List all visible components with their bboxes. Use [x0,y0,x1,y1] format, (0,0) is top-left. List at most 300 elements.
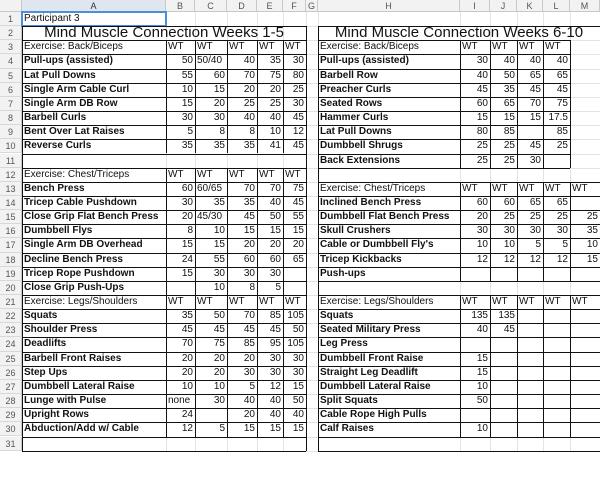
weight-value[interactable]: 70 [181,338,193,350]
row-header[interactable]: 2 [0,26,22,40]
weight-value[interactable]: 15 [292,225,304,237]
weight-value[interactable]: 45 [243,324,255,336]
column-header-h[interactable]: H [318,0,460,12]
row-header[interactable]: 7 [0,97,22,111]
section-header[interactable]: Exercise: Back/Biceps [24,41,123,53]
exercise-name[interactable]: Push-ups [320,267,366,279]
weight-value[interactable]: 35 [181,310,193,322]
row-header[interactable]: 12 [0,168,22,182]
wt-label[interactable]: WT [168,296,184,307]
weight-value[interactable]: 15 [243,225,255,237]
weight-value[interactable]: 30 [213,267,225,279]
weight-value[interactable]: 60 [476,196,488,208]
weight-value[interactable]: 45 [292,140,304,152]
weight-value[interactable]: 45 [529,83,541,95]
weight-value[interactable]: 25 [269,97,281,109]
weight-value[interactable]: 10 [181,83,193,95]
exercise-name[interactable]: Back Extensions [320,154,401,166]
weight-value[interactable]: 45 [503,324,515,336]
exercise-name[interactable]: Single Arm DB Overhead [24,239,143,251]
section-header[interactable]: Exercise: Back/Biceps [320,41,419,53]
weight-value[interactable]: 12 [292,126,304,138]
row-header[interactable]: 29 [0,408,22,422]
exercise-name[interactable]: Tricep Kickbacks [320,253,402,265]
weight-value[interactable]: 55 [213,253,225,265]
weight-value[interactable]: 15 [476,112,488,124]
weight-value[interactable]: 135 [471,310,488,322]
row-header[interactable]: 23 [0,323,22,337]
wt-label[interactable]: WT [285,41,301,53]
weight-value[interactable]: 15 [476,352,488,364]
weight-value[interactable]: 35 [181,140,193,152]
weight-value[interactable] [283,267,306,281]
exercise-name[interactable]: Lat Pull Downs [24,69,96,81]
weight-value[interactable]: 50 [269,211,281,223]
exercise-name[interactable]: Dumbbell Flys [24,225,93,237]
weight-value[interactable]: 60 [503,196,515,208]
wt-label[interactable]: WT [229,296,245,307]
weight-value[interactable]: 20 [213,366,225,378]
weight-value[interactable]: 50 [292,324,304,336]
weight-value[interactable]: 41 [269,140,281,152]
weight-value[interactable]: 60 [181,182,193,194]
weight-value[interactable]: 25 [503,140,515,152]
exercise-name[interactable]: Squats [320,310,354,322]
wt-label[interactable]: WT [572,296,588,307]
exercise-name[interactable]: Inclined Bench Press [320,196,422,208]
weight-value[interactable]: 30 [476,225,488,237]
row-header[interactable]: 3 [0,40,22,54]
weight-value[interactable]: 30 [556,225,568,237]
weight-value[interactable]: 20 [181,352,193,364]
wt-label[interactable]: WT [545,296,561,307]
row-header[interactable]: 19 [0,267,22,281]
weight-value[interactable]: 25 [292,83,304,95]
weight-value[interactable]: 25 [556,211,568,223]
weight-value[interactable]: 65 [529,69,541,81]
weight-value[interactable]: 50 [181,55,193,67]
column-header-b[interactable]: B [166,0,195,12]
wt-label[interactable]: WT [168,168,184,180]
weight-value[interactable]: 5 [187,126,193,138]
weight-value[interactable]: 10 [476,380,488,392]
weight-value[interactable]: 60 [476,97,488,109]
exercise-name[interactable]: Preacher Curls [320,83,392,95]
exercise-name[interactable]: Pull-ups (assisted) [24,55,113,67]
weight-value[interactable]: 60/65 [197,182,223,194]
row-header[interactable]: 27 [0,380,22,394]
weight-value[interactable]: 17.5 [548,112,568,124]
row-header[interactable]: 5 [0,69,22,83]
weight-value[interactable]: 45 [476,83,488,95]
column-header-i[interactable]: I [460,0,490,12]
weight-value[interactable]: 105 [287,338,304,350]
weight-value[interactable]: 45 [213,324,225,336]
weight-value[interactable]: 20 [213,97,225,109]
exercise-name[interactable]: Close Grip Push-Ups [24,281,125,293]
weight-value[interactable]: 45 [529,140,541,152]
weight-value[interactable]: 5 [249,380,255,392]
weight-value[interactable]: 40 [243,55,255,67]
weight-value[interactable]: 25 [529,211,541,223]
weight-value[interactable]: 30 [181,112,193,124]
left-block-title[interactable]: Mind Muscle Connection Weeks 1-5 [44,24,284,42]
weight-value[interactable]: 50 [292,395,304,407]
exercise-name[interactable]: Cable or Dumbbell Fly's [320,239,434,251]
weight-value[interactable]: 45 [269,324,281,336]
weight-value[interactable]: 20 [243,409,255,421]
exercise-name[interactable]: Calf Raises [320,423,374,435]
row-header[interactable]: 18 [0,253,22,267]
weight-value[interactable]: 40 [503,55,515,67]
exercise-name[interactable]: Tricep Rope Pushdown [24,267,135,279]
wt-label[interactable]: WT [197,296,213,307]
exercise-name[interactable]: Pull-ups (assisted) [320,55,409,67]
weight-value[interactable]: 75 [213,338,225,350]
weight-value[interactable]: 10 [503,239,515,251]
weight-value[interactable]: 20 [181,211,193,223]
wt-label[interactable]: WT [229,41,245,53]
row-header[interactable]: 9 [0,125,22,139]
exercise-name[interactable]: Dumbbell Lateral Raise [320,380,431,392]
exercise-name[interactable]: Barbell Row [320,69,378,81]
weight-value[interactable]: 5 [562,239,568,251]
weight-value[interactable]: 35 [213,196,225,208]
weight-value[interactable] [283,281,306,295]
row-header[interactable]: 11 [0,154,22,168]
weight-value[interactable]: 5 [275,281,281,293]
weight-value[interactable]: 40 [269,196,281,208]
weight-value[interactable]: 35 [269,55,281,67]
wt-label[interactable]: WT [492,41,508,53]
weight-value[interactable]: 45 [292,196,304,208]
weight-value[interactable]: 30 [243,267,255,279]
exercise-name[interactable]: Dumbbell Flat Bench Press [320,211,450,223]
weight-value[interactable]: 5 [535,239,541,251]
weight-value[interactable] [166,281,195,295]
weight-value[interactable]: 25 [476,140,488,152]
weight-value[interactable]: 20 [243,239,255,251]
weight-value[interactable]: 65 [529,196,541,208]
wt-label[interactable]: WT [168,41,184,53]
weight-value[interactable]: 30 [503,225,515,237]
exercise-name[interactable]: Shoulder Press [24,324,98,336]
section-header[interactable]: Exercise: Chest/Triceps [24,168,130,180]
weight-value[interactable]: 80 [292,69,304,81]
exercise-name[interactable]: Bench Press [24,182,85,194]
weight-value[interactable]: 30 [213,395,225,407]
weight-value[interactable]: 20 [243,352,255,364]
weight-value[interactable]: 15 [269,423,281,435]
weight-value[interactable]: 40 [243,112,255,124]
weight-value[interactable]: 40 [292,409,304,421]
weight-value[interactable]: 25 [503,154,515,166]
weight-value[interactable]: 30 [292,366,304,378]
exercise-name[interactable]: Barbell Front Raises [24,352,122,364]
row-header[interactable]: 16 [0,224,22,238]
weight-value[interactable]: 15 [292,423,304,435]
row-header[interactable]: 25 [0,352,22,366]
weight-value[interactable]: 8 [219,126,225,138]
weight-value[interactable]: 30 [213,112,225,124]
weight-value[interactable]: 35 [243,196,255,208]
weight-value[interactable]: 20 [243,83,255,95]
weight-value[interactable]: 10 [213,281,225,293]
weight-value[interactable]: 25 [586,211,598,223]
wt-label[interactable]: WT [259,168,275,180]
column-header-e[interactable]: E [257,0,283,12]
column-header-f[interactable]: F [283,0,306,12]
weight-value[interactable]: 15 [213,83,225,95]
weight-value[interactable]: 8 [187,225,193,237]
weight-value[interactable]: 35 [586,225,598,237]
exercise-name[interactable]: Hammer Curls [320,112,389,124]
weight-value[interactable]: 12 [556,253,568,265]
exercise-name[interactable]: Lunge with Pulse [24,395,107,407]
exercise-name[interactable]: Decline Bench Press [24,253,123,265]
weight-value[interactable]: 5 [219,423,225,435]
column-header-c[interactable]: C [195,0,227,12]
weight-value[interactable]: 95 [269,338,281,350]
weight-value[interactable]: 85 [503,126,515,138]
weight-value[interactable]: 30 [292,55,304,67]
row-header[interactable]: 26 [0,366,22,380]
weight-value[interactable]: 45/30 [197,211,223,223]
weight-value[interactable]: 40 [243,395,255,407]
weight-value[interactable]: 35 [503,83,515,95]
weight-value[interactable]: 15 [476,366,488,378]
weight-value[interactable]: 30 [529,225,541,237]
weight-value[interactable]: 15 [181,267,193,279]
wt-label[interactable]: WT [519,296,535,307]
wt-label[interactable]: WT [285,296,301,307]
exercise-name[interactable]: Close Grip Flat Bench Press [24,211,159,223]
exercise-name[interactable]: Seated Military Press [320,324,421,336]
weight-value[interactable]: 20 [181,366,193,378]
weight-value[interactable]: 60 [243,253,255,265]
row-header[interactable]: 14 [0,196,22,210]
exercise-name[interactable]: Straight Leg Deadlift [320,366,418,378]
weight-value[interactable]: 40 [529,55,541,67]
weight-value[interactable]: 135 [498,310,515,322]
wt-label[interactable]: WT [259,296,275,307]
exercise-name[interactable]: Single Arm Cable Curl [24,83,130,95]
exercise-name[interactable]: Cable Rope High Pulls [320,409,427,421]
weight-value[interactable]: 15 [529,112,541,124]
wt-label[interactable]: WT [572,182,588,194]
row-header[interactable]: 13 [0,182,22,196]
weight-value[interactable]: 70 [529,97,541,109]
exercise-name[interactable]: Lat Pull Downs [320,126,392,138]
weight-value[interactable]: 40 [269,395,281,407]
weight-value[interactable]: 70 [243,310,255,322]
wt-label[interactable]: WT [285,168,301,180]
weight-value[interactable]: 8 [249,281,255,293]
column-header-j[interactable]: J [490,0,517,12]
weight-value[interactable]: 40 [556,55,568,67]
weight-value[interactable]: 12 [181,423,193,435]
weight-value[interactable]: 65 [503,97,515,109]
row-header[interactable]: 28 [0,394,22,408]
weight-value[interactable]: 45 [292,112,304,124]
weight-value[interactable]: 70 [269,182,281,194]
column-header-a[interactable]: A [22,0,166,12]
weight-value[interactable]: 24 [181,253,193,265]
weight-value[interactable]: 105 [287,310,304,322]
weight-value[interactable]: 15 [181,97,193,109]
exercise-name[interactable]: Deadlifts [24,338,67,350]
row-header[interactable]: 17 [0,238,22,252]
weight-value[interactable]: 30 [269,267,281,279]
weight-value[interactable]: 15 [243,423,255,435]
wt-label[interactable]: WT [197,168,213,180]
weight-value[interactable]: 30 [269,366,281,378]
weight-value[interactable]: 85 [269,310,281,322]
exercise-name[interactable]: Dumbbell Front Raise [320,352,424,364]
weight-value[interactable]: 80 [476,126,488,138]
weight-value[interactable]: 15 [213,239,225,251]
select-all-corner[interactable] [0,0,22,12]
weight-value[interactable]: 20 [213,352,225,364]
row-header[interactable]: 10 [0,139,22,153]
row-header[interactable]: 31 [0,437,22,451]
row-header[interactable]: 15 [0,210,22,224]
wt-label[interactable]: WT [519,41,535,53]
wt-label[interactable]: WT [197,41,213,53]
weight-value[interactable]: 50/40 [197,55,223,67]
exercise-name[interactable]: Step Ups [24,366,68,378]
weight-value[interactable]: 50 [213,310,225,322]
weight-value[interactable]: 60 [269,253,281,265]
weight-value[interactable]: 15 [503,112,515,124]
weight-value[interactable]: 25 [556,140,568,152]
weight-value[interactable]: 12 [529,253,541,265]
weight-value[interactable]: 70 [243,69,255,81]
right-block-title[interactable]: Mind Muscle Connection Weeks 6-10 [334,24,584,42]
weight-value[interactable]: 60 [213,69,225,81]
exercise-name[interactable]: Abduction/Add w/ Cable [24,423,139,435]
weight-value[interactable]: 85 [556,126,568,138]
weight-value[interactable]: 30 [269,352,281,364]
section-header[interactable]: Exercise: Legs/Shoulders [24,296,138,307]
row-header[interactable]: 6 [0,83,22,97]
weight-value[interactable]: 10 [213,225,225,237]
weight-value[interactable]: 75 [556,97,568,109]
weight-value[interactable]: 10 [213,380,225,392]
weight-value[interactable]: 45 [243,211,255,223]
weight-value[interactable]: 10 [269,126,281,138]
row-header[interactable]: 21 [0,295,22,309]
weight-value[interactable]: 30 [476,55,488,67]
weight-value[interactable]: 55 [181,69,193,81]
exercise-name[interactable]: Single Arm DB Row [24,97,118,109]
weight-value[interactable]: 35 [243,140,255,152]
weight-value[interactable]: 15 [269,225,281,237]
weight-value[interactable]: 50 [503,69,515,81]
wt-label[interactable]: WT [462,296,478,307]
exercise-name[interactable]: Skull Crushers [320,225,391,237]
weight-value[interactable] [195,408,227,422]
weight-value[interactable]: 10 [476,423,488,435]
weight-value[interactable]: 85 [243,338,255,350]
weight-value[interactable]: 30 [529,154,541,166]
wt-label[interactable]: WT [492,296,508,307]
weight-value[interactable]: 50 [476,395,488,407]
wt-label[interactable]: WT [229,168,245,180]
exercise-name[interactable]: Upright Rows [24,409,89,421]
exercise-name[interactable]: Tricep Cable Pushdown [24,196,137,208]
weight-value[interactable]: none [168,395,191,407]
column-header-d[interactable]: D [227,0,257,12]
weight-value[interactable]: 10 [586,239,598,251]
wt-label[interactable]: WT [462,41,478,53]
weight-value[interactable]: 20 [269,239,281,251]
weight-value[interactable]: 8 [249,126,255,138]
weight-value[interactable]: 10 [476,239,488,251]
exercise-name[interactable]: Bent Over Lat Raises [24,126,125,138]
weight-value[interactable]: 15 [181,239,193,251]
weight-value[interactable]: 45 [181,324,193,336]
column-header-m[interactable]: M [570,0,600,12]
weight-value[interactable]: 55 [292,211,304,223]
column-header-l[interactable]: L [543,0,570,12]
row-header[interactable]: 30 [0,422,22,436]
column-header-k[interactable]: K [517,0,543,12]
weight-value[interactable]: 12 [503,253,515,265]
weight-value[interactable]: 35 [213,140,225,152]
exercise-name[interactable]: Reverse Curls [24,140,92,152]
weight-value[interactable]: 75 [292,182,304,194]
weight-value[interactable]: 30 [243,366,255,378]
weight-value[interactable]: 40 [269,112,281,124]
weight-value[interactable]: 65 [556,196,568,208]
exercise-name[interactable]: Dumbbell Lateral Raise [24,380,135,392]
participant-label[interactable]: Participant 3 [24,13,80,24]
exercise-name[interactable]: Squats [24,310,58,322]
row-header[interactable]: 1 [0,12,22,26]
exercise-name[interactable]: Barbell Curls [24,112,87,124]
weight-value[interactable]: 20 [269,83,281,95]
weight-value[interactable]: 10 [181,380,193,392]
exercise-name[interactable]: Seated Rows [320,97,383,109]
weight-value[interactable]: 20 [476,211,488,223]
weight-value[interactable]: 20 [292,239,304,251]
row-header[interactable]: 4 [0,54,22,68]
exercise-name[interactable]: Split Squats [320,395,378,407]
weight-value[interactable]: 75 [269,69,281,81]
weight-value[interactable]: 65 [556,69,568,81]
weight-value[interactable]: 25 [476,154,488,166]
weight-value[interactable]: 65 [292,253,304,265]
weight-value[interactable]: 70 [243,182,255,194]
weight-value[interactable]: 30 [292,97,304,109]
row-header[interactable]: 22 [0,309,22,323]
weight-value[interactable]: 24 [181,409,193,421]
weight-value[interactable]: 15 [292,380,304,392]
weight-value[interactable]: 15 [586,253,598,265]
weight-value[interactable]: 45 [556,83,568,95]
exercise-name[interactable]: Dumbbell Shrugs [320,140,403,152]
column-header-g[interactable]: G [306,0,318,12]
wt-label[interactable]: WT [545,41,561,53]
weight-value[interactable]: 30 [181,196,193,208]
weight-value[interactable]: 40 [476,69,488,81]
weight-value[interactable]: 12 [476,253,488,265]
row-header[interactable]: 8 [0,111,22,125]
wt-label[interactable]: WT [259,41,275,53]
weight-value[interactable]: 40 [476,324,488,336]
wt-label[interactable]: WT [492,182,508,194]
